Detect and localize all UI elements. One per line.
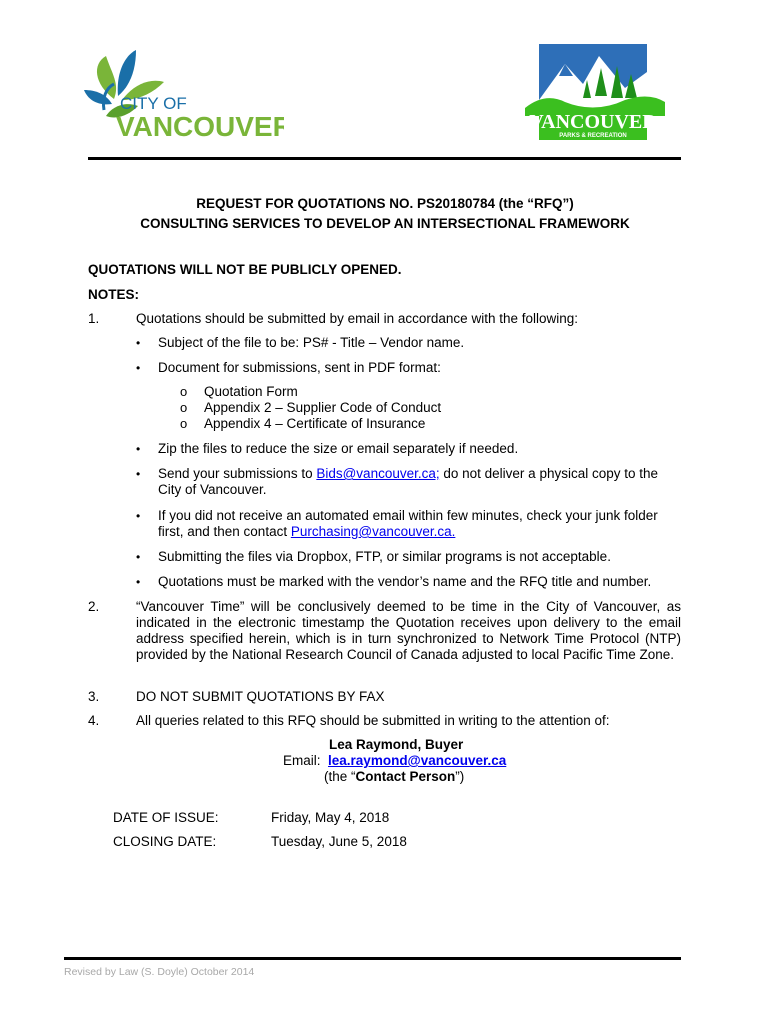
contact-email-link[interactable]: lea.raymond@vancouver.ca [328,753,507,768]
closing-date-label: CLOSING DATE: [113,834,217,849]
parks-logo-subtitle: PARKS & RECREATION [559,133,627,139]
issue-date-value: Friday, May 4, 2018 [271,810,390,825]
bullet-icon: • [136,575,141,589]
circle-bullet-icon: o [180,384,188,399]
vancouver-parks-logo [525,44,665,144]
bullet-text: Submitting the files via Dropbox, FTP, or similar programs is not acceptable. [158,549,611,564]
bullet-text-continued [158,524,455,540]
item-text: DO NOT SUBMIT QUOTATIONS BY FAX [136,689,385,704]
item-text: “Vancouver Time” will be conclusively deemed to be time in the City of Vancouver, as indicated in the electronic timestamp the Quotation receives upon delivery to the email address specified herein, which is in turn synchronized to Network Time Protocol (NTP) provided by the National Research Council of Canada adjusted to local Pacific Time Zone. [136,599,681,662]
bullet-text-suffix: do not deliver a physical copy to the [439,466,659,481]
public-opening-notice: QUOTATIONS WILL NOT BE PUBLICLY OPENED. [88,262,402,277]
rfq-title: REQUEST FOR QUOTATIONS NO. PS20180784 (the “RFQ”) [196,196,574,211]
item-number: 3. [88,689,100,704]
item-text: All queries related to this RFQ should be submitted in writing to the attention of: [136,713,610,728]
item-number: 1. [88,311,100,326]
leaf-emblem-icon [84,44,284,144]
logo-text-vancouver: VANCOUVER [116,111,284,142]
footer-revision-note: Revised by Law (S. Doyle) October 2014 [64,966,255,978]
sub-bullet-text: Quotation Form [204,384,298,399]
sub-bullet-text: Appendix 2 – Supplier Code of Conduct [204,400,442,415]
item-number: 2. [88,599,100,614]
bullet-text [158,466,658,482]
bullet-text: Zip the files to reduce the size or email separately if needed. [158,441,519,456]
bullet-icon: • [136,336,141,350]
bullet-icon: • [136,442,141,456]
bullet-text-prefix: Send your submissions to [158,466,317,481]
rfq-subtitle: CONSULTING SERVICES TO DEVELOP AN INTERSECTIONAL FRAMEWORK [140,216,630,231]
contact-role-label: Contact Person [355,769,456,784]
contact-email-line [283,753,506,769]
bullet-text-continued: City of Vancouver. [158,482,267,497]
contact-role-suffix: ”) [455,769,465,784]
bullet-icon: • [136,361,141,375]
bullet-icon: • [136,467,141,481]
purchasing-email-link[interactable]: Purchasing@vancouver.ca. [290,524,456,539]
bullet-text: Quotations must be marked with the vendor’s name and the RFQ title and number. [158,574,652,589]
notes-heading: NOTES: [88,287,140,302]
circle-bullet-icon: o [180,400,188,415]
bullet-icon: • [136,550,141,564]
bullet-text: Document for submissions, sent in PDF format: [158,360,441,375]
mountains-trees-icon [525,44,665,144]
bullet-text-prefix: first, and then contact [158,524,291,539]
contact-name: Lea Raymond, Buyer [329,737,464,752]
item-text: Quotations should be submitted by email in accordance with the following: [136,311,578,326]
closing-date-value: Tuesday, June 5, 2018 [271,834,407,849]
sub-bullet-text: Appendix 4 – Certificate of Insurance [204,416,426,431]
header-divider [88,157,681,160]
city-of-vancouver-logo [84,44,284,144]
issue-date-label: DATE OF ISSUE: [113,810,219,825]
email-label: Email: [283,753,321,768]
bids-email-link[interactable]: Bids@vancouver.ca; [316,466,440,481]
logo-text-city-of: CITY OF [120,94,187,113]
bullet-icon: • [136,509,141,523]
bullet-text: Subject of the file to be: PS# - Title – Vendor name. [158,335,465,350]
bullet-text: If you did not receive an automated email within few minutes, check your junk folder [158,508,658,523]
footer-divider [64,957,681,960]
contact-role-prefix: (the “ [324,769,356,784]
parks-logo-title: VANCOUVER [529,111,657,133]
circle-bullet-icon: o [180,416,188,431]
item-number: 4. [88,713,100,728]
contact-role [324,769,464,785]
